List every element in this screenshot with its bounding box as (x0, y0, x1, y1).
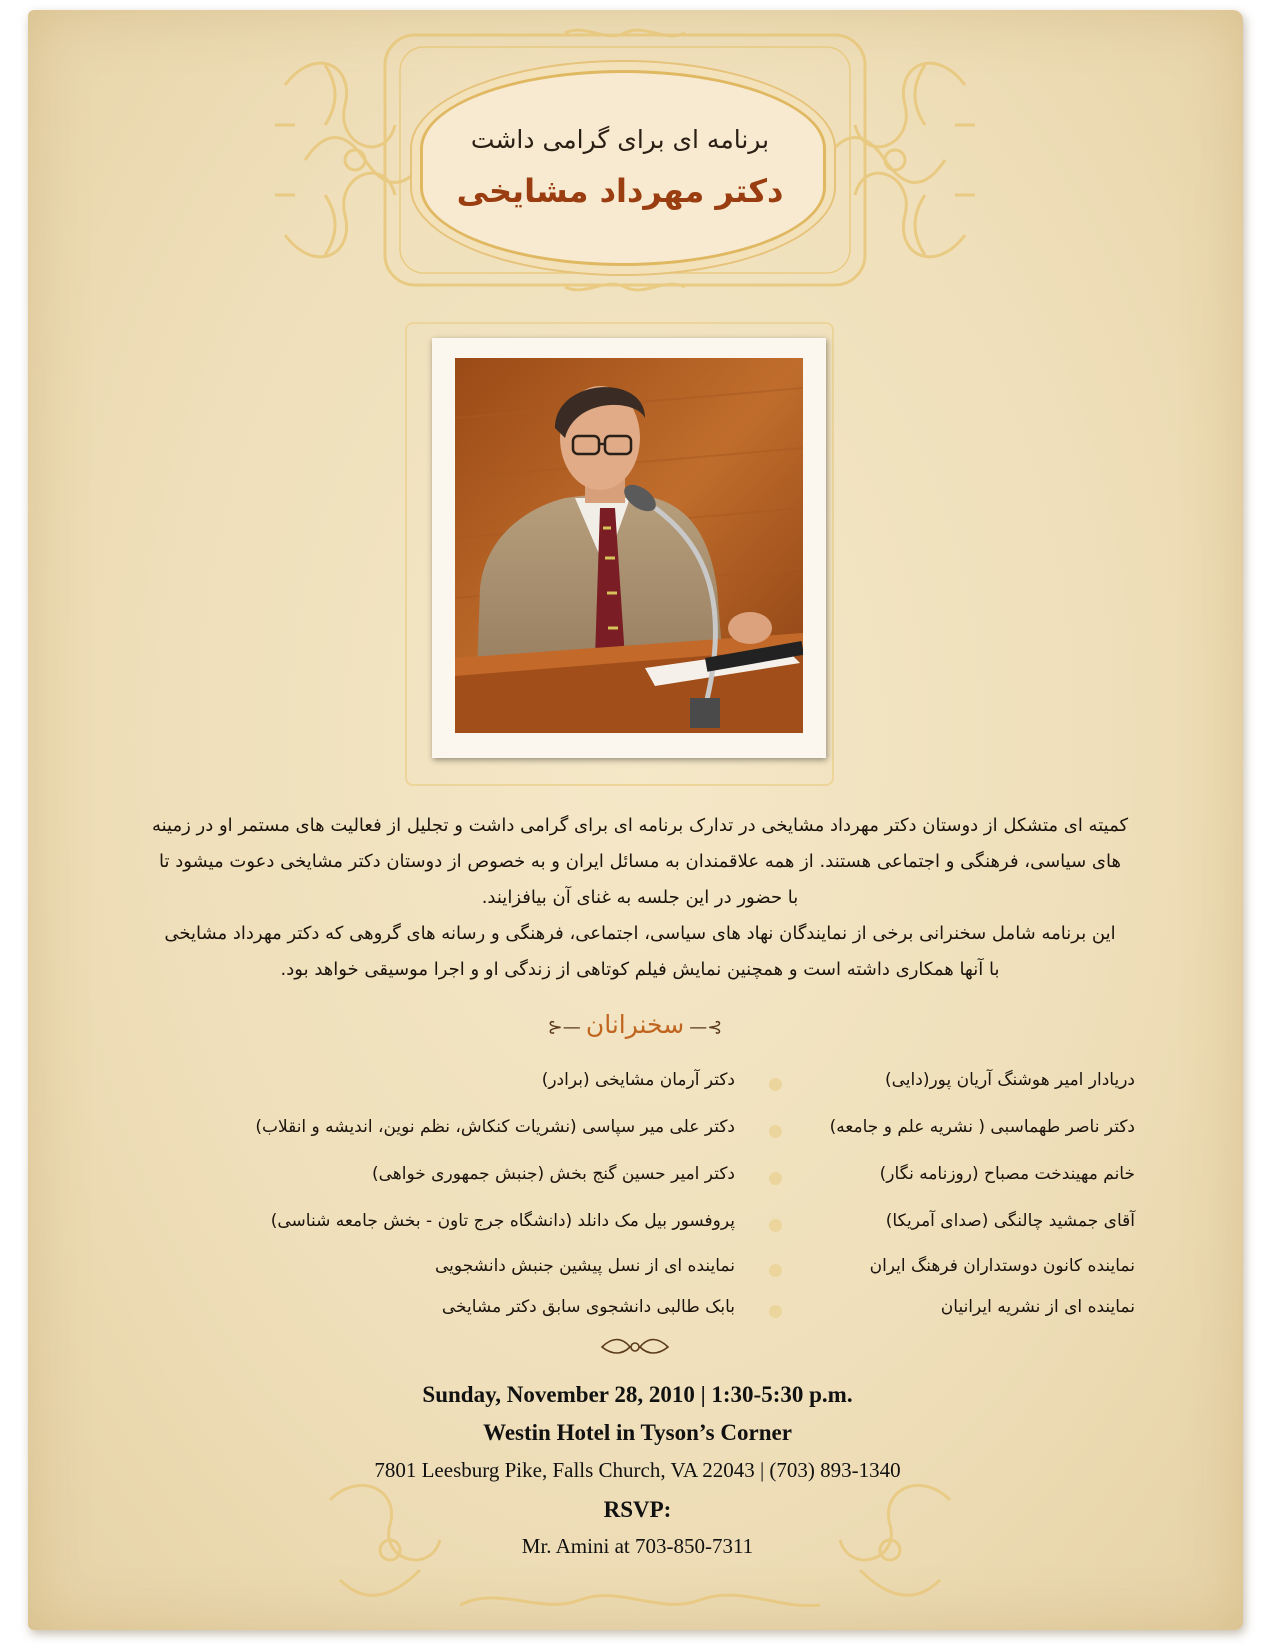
speaker-left-4: پروفسور بیل مک دانلد (دانشگاه جرج تاون - بخش جامعه شناسی) (270, 1211, 735, 1231)
intro-line: با آنها همکاری داشته است و همچنین نمایش فیلم کوتاهی از زندگی او و اجرا موسیقی خواهد بود. (280, 959, 1000, 980)
event-venue: Westin Hotel in Tyson’s Corner (483, 1420, 792, 1445)
speaker-left-5: نماینده ای از نسل پیشین جنبش دانشجویی (435, 1256, 735, 1276)
intro-line: با حضور در این جلسه به غنای آن بیافزایند. (481, 887, 799, 908)
flourish-icon: ⊱— (689, 1017, 723, 1038)
honoree-name: دکتر مهرداد مشایخی (456, 172, 784, 210)
speaker-right-3: خانم مهیندخت مصباح (روزنامه نگار) (879, 1164, 1135, 1184)
rsvp-contact: Mr. Amini at 703-850-7311 (521, 1534, 754, 1558)
speaker-right-6: نماینده ای از نشریه ایرانیان (940, 1297, 1135, 1317)
bullet-dot-icon (769, 1078, 782, 1091)
intro-line: های سیاسی، فرهنگی و اجتماعی هستند. از همه علاقمندان به مسائل ایران و به خصوص از دوستان دکتر مشایخی دعوت میشود تا (159, 851, 1121, 872)
speakers-heading (520, 1010, 750, 1050)
divider-ornament-icon (600, 1335, 670, 1359)
speaker-right-2: دکتر ناصر طهماسبی ( نشریه علم و جامعه) (829, 1117, 1135, 1137)
bullet-dot-icon (769, 1125, 782, 1138)
event-address: 7801 Leesburg Pike, Falls Church, VA 22043 | (703) 893-1340 (374, 1458, 901, 1482)
rsvp-label: RSVP: (603, 1497, 672, 1522)
speakers-heading-label: سخنرانان (585, 1010, 685, 1039)
speaker-right-1: دریادار امیر هوشنگ آریان پور(دایی) (885, 1070, 1135, 1090)
speaker-portrait-icon (455, 358, 803, 733)
speaker-right-5: نماینده کانون دوستداران فرهنگ ایران (869, 1256, 1135, 1276)
bullet-dot-icon (769, 1264, 782, 1277)
speaker-left-3: دکتر امیر حسین گنج بخش (جنبش جمهوری خواهی) (372, 1164, 735, 1184)
title-cartouche (420, 70, 826, 266)
bullet-dot-icon (769, 1172, 782, 1185)
speaker-left-6: بابک طالبی دانشجوی سابق دکتر مشایخی (441, 1297, 735, 1317)
intro-line: این برنامه شامل سخنرانی برخی از نمایندگان نهاد های سیاسی، اجتماعی، فرهنگی و رسانه های گروهی که دکتر مهرداد مشایخی (164, 923, 1116, 944)
intro-text (60, 808, 1220, 988)
event-subtitle: برنامه ای برای گرامی داشت (470, 125, 770, 154)
speaker-left-1: دکتر آرمان مشایخی (برادر) (541, 1070, 735, 1090)
bullet-dot-icon (769, 1305, 782, 1318)
speaker-right-4: آقای جمشید چالنگی (صدای آمریکا) (885, 1211, 1135, 1231)
speaker-left-2: دکتر علی میر سپاسی (نشریات کنکاش، نظم نوین، اندیشه و انقلاب) (255, 1117, 735, 1137)
intro-line: کمیته ای متشکل از دوستان دکتر مهرداد مشایخی در تدارک برنامه ای برای گرامی داشت و تجلیل از فعالیت های مستمر او در زمینه (151, 815, 1129, 836)
event-datetime: Sunday, November 28, 2010 | 1:30-5:30 p.m. (422, 1382, 853, 1407)
flourish-icon: —⊰ (547, 1017, 581, 1038)
bullet-dot-icon (769, 1219, 782, 1232)
